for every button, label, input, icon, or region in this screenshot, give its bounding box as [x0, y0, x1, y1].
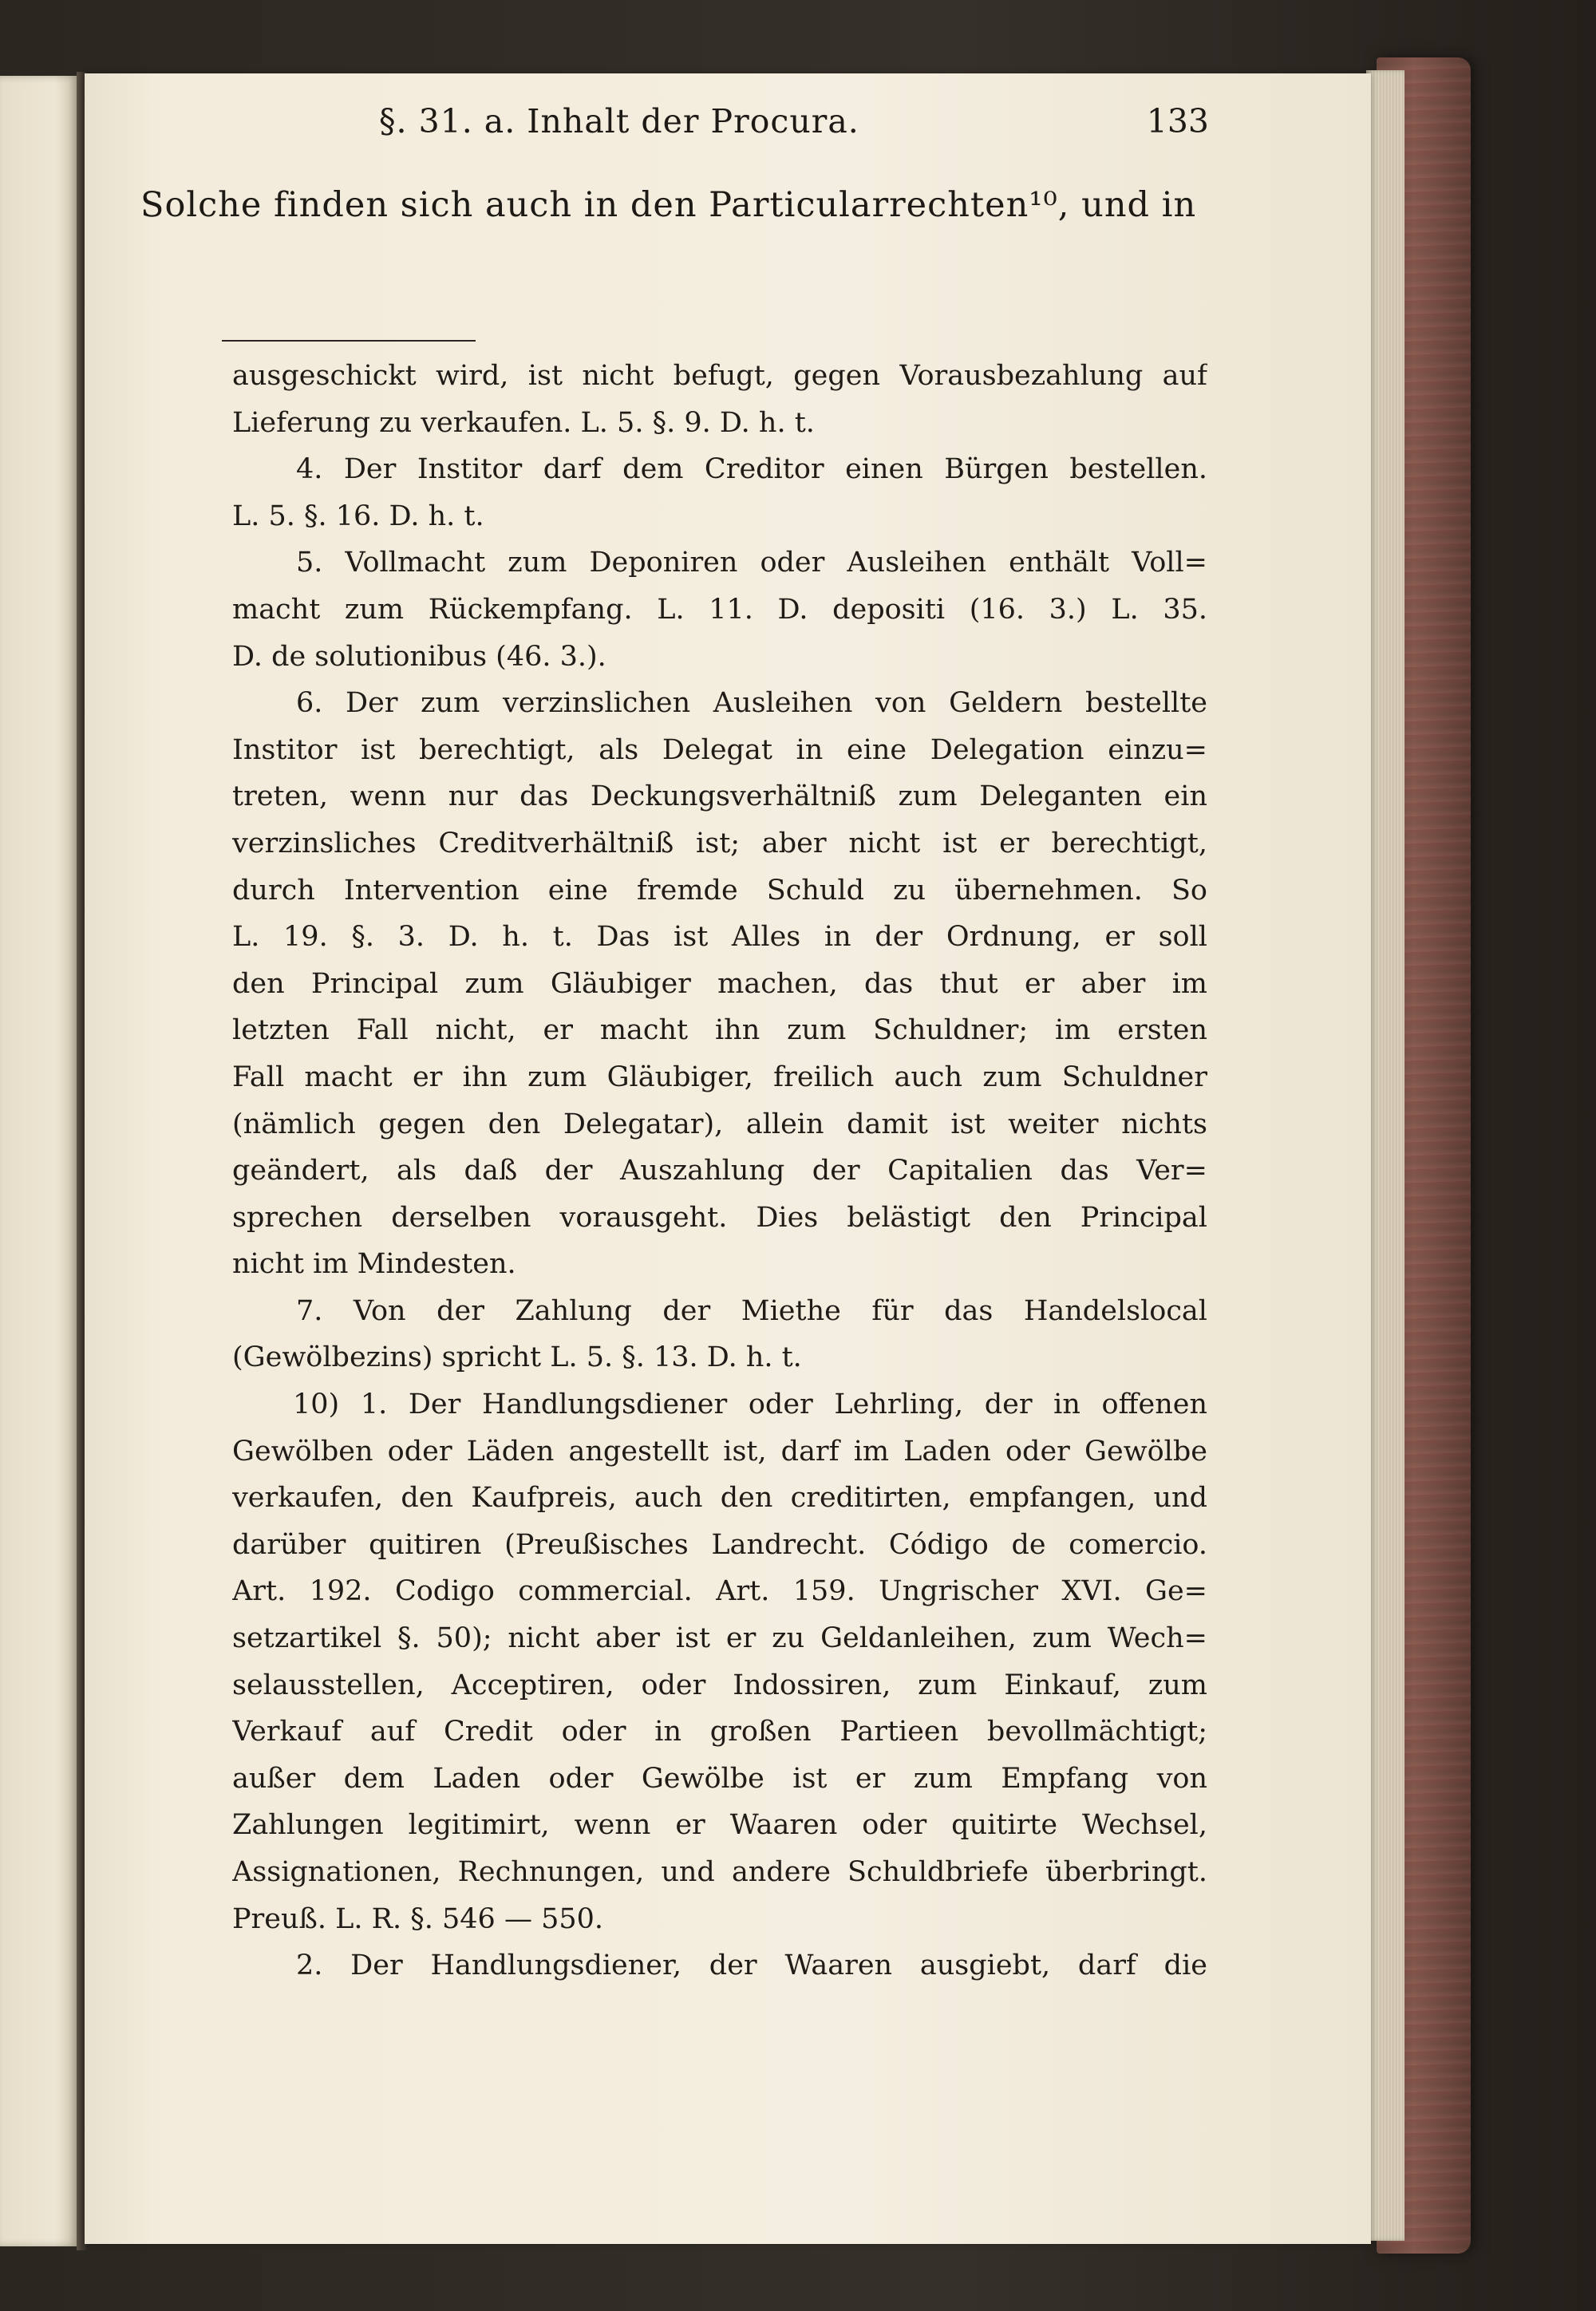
footnote-line: geändert, als daß der Auszahlung der Capitalien das Ver=: [232, 1155, 1207, 1187]
footnote-line: (Gewölbezins) spricht L. 5. §. 13. D. h. t.: [232, 1341, 802, 1374]
footnote-line: L. 5. §. 16. D. h. t.: [232, 500, 484, 532]
footnote-line: Lieferung zu verkaufen. L. 5. §. 9. D. h. t.: [232, 406, 815, 439]
page-number: 133: [1146, 102, 1209, 140]
footnote-line: ausgeschickt wird, ist nicht befugt, gegen Vorausbezahlung auf: [232, 360, 1207, 392]
footnote-line: 4. Der Institor darf dem Creditor einen Bürgen bestellen.: [296, 453, 1207, 486]
footnote-line: verzinsliches Creditverhältniß ist; aber nicht ist er berechtigt,: [232, 827, 1207, 859]
footnote-line: 10) 1. Der Handlungsdiener oder Lehrling, der in offenen: [293, 1389, 1207, 1421]
footnote-line: macht zum Rückempfang. L. 11. D. depositi (16. 3.) L. 35.: [232, 593, 1207, 626]
running-header: [379, 102, 1209, 150]
footnote-line: außer dem Laden oder Gewölbe ist er zum Empfang von: [232, 1762, 1207, 1795]
footnote-line: darüber quitiren (Preußisches Landrecht. Código de comercio.: [232, 1528, 1207, 1561]
footnote-line: Assignationen, Rechnungen, und andere Schuldbriefe überbringt.: [232, 1856, 1207, 1888]
footnote-line: letzten Fall nicht, er macht ihn zum Schuldner; im ersten: [232, 1014, 1207, 1047]
page-stack-edges: [1366, 70, 1404, 2241]
footnote-line: selausstellen, Acceptiren, oder Indossiren, zum Einkauf, zum: [232, 1669, 1207, 1701]
footnote-line: Art. 192. Codigo commercial. Art. 159. Ungrischer XVI. Ge=: [232, 1575, 1207, 1608]
footnote-line: (nämlich gegen den Delegatar), allein damit ist weiter nichts: [232, 1108, 1207, 1140]
footnote-line: Institor ist berechtigt, als Delegat in eine Delegation einzu=: [232, 733, 1207, 766]
footnote-line: verkaufen, den Kaufpreis, auch den creditirten, empfangen, und: [232, 1482, 1207, 1515]
footnote-line: Verkauf auf Credit oder in großen Partieen bevollmächtigt;: [232, 1716, 1207, 1748]
header-title: §. 31. a. Inhalt der Procura.: [379, 102, 859, 140]
footnote-line: sprechen derselben vorausgeht. Dies belästigt den Principal: [232, 1201, 1207, 1234]
footnote-line: Gewölben oder Läden angestellt ist, darf im Laden oder Gewölbe: [232, 1435, 1207, 1468]
footnote-line: den Principal zum Gläubiger machen, das thut er aber im: [232, 967, 1207, 1000]
main-text-line: Solche finden sich auch in den Particularrechten¹⁰, und in: [140, 185, 1197, 225]
footnote-line: 2. Der Handlungsdiener, der Waaren ausgiebt, darf die: [296, 1950, 1207, 1982]
footnote-line: 6. Der zum verzinslichen Ausleihen von Geldern bestellte: [296, 687, 1207, 720]
footnote-line: treten, wenn nur das Deckungsverhältniß zum Deleganten ein: [232, 780, 1207, 813]
footnote-line: setzartikel §. 50); nicht aber ist er zu Geldanleihen, zum Wech=: [232, 1622, 1207, 1655]
left-page-edge: [0, 76, 78, 2246]
footnote-block: [232, 353, 1207, 1989]
footnote-line: Preuß. L. R. §. 546 — 550.: [232, 1902, 603, 1935]
footnote-line: 7. Von der Zahlung der Miethe für das Handelslocal: [296, 1294, 1207, 1327]
footnote-line: durch Intervention eine fremde Schuld zu übernehmen. So: [232, 874, 1207, 907]
footnote-line: Zahlungen legitimirt, wenn er Waaren oder quitirte Wechsel,: [232, 1809, 1207, 1842]
footnote-line: D. de solutionibus (46. 3.).: [232, 640, 606, 673]
footnote-line: nicht im Mindesten.: [232, 1248, 516, 1281]
footnote-line: L. 19. §. 3. D. h. t. Das ist Alles in der Ordnung, er soll: [232, 921, 1207, 954]
footnote-line: 5. Vollmacht zum Deponiren oder Ausleihen enthält Voll=: [296, 547, 1207, 579]
footnote-line: Fall macht er ihn zum Gläubiger, freilich auch zum Schuldner: [232, 1061, 1207, 1093]
footnote-divider: [222, 340, 476, 342]
